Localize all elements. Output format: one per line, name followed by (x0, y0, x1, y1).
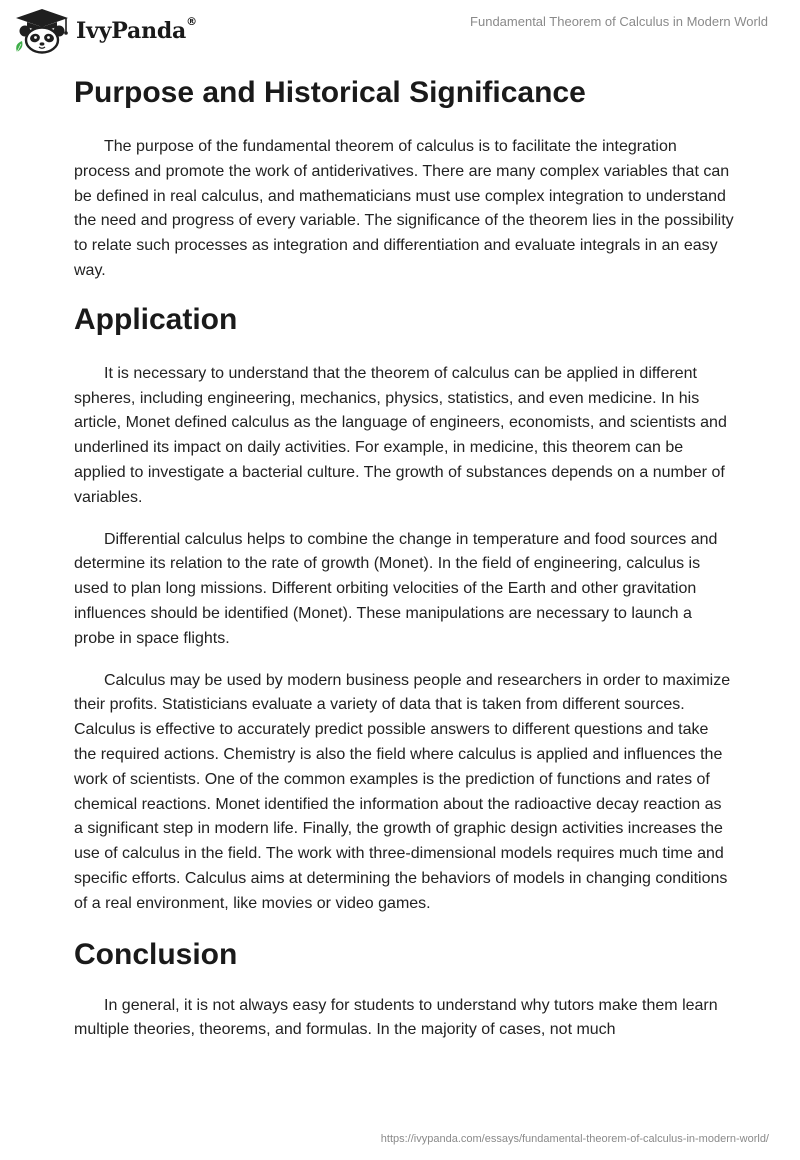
paragraph: In general, it is not always easy for students to understand why tutors make them learn multiple theories, theorems, and formulas. In the majority of cases, not much (74, 996, 718, 1039)
section-heading-conclusion: Conclusion (74, 937, 238, 971)
essay-content (74, 70, 734, 1043)
document-title: Fundamental Theorem of Calculus in Modern World (470, 14, 768, 29)
paragraph: Differential calculus helps to combine the change in temperature and food sources and determine its relation to the rate of growth (Monet). In the field of engineering, calculus is used to plan long missions. Different orbiting velocities of the Earth and other gravitation influences should be identified (Monet). These manipulations are necessary to launch a probe in space flights. (74, 530, 718, 647)
registered-mark: ® (186, 15, 197, 28)
logo-text: IvyPanda® (76, 15, 197, 44)
section-heading-application: Application (74, 302, 238, 336)
logo[interactable] (12, 8, 197, 54)
page-header (0, 0, 800, 62)
section-heading-purpose: Purpose and Historical Significance (74, 76, 586, 109)
panda-graduate-icon (12, 8, 72, 54)
paragraph: It is necessary to understand that the theorem of calculus can be applied in different spheres, including engineering, mechanics, physics, statistics, and even medicine. In his article, Monet defined calculus as the language of engineers, economists, and scientists and underlined its impact on daily activities. For example, in medicine, this theorem can be applied to investigate a bacterial culture. The growth of substances depends on a number of variables. (74, 364, 727, 506)
paragraph: The purpose of the fundamental theorem of calculus is to facilitate the integration process and promote the work of antiderivatives. There are many complex variables that can be defined in real calculus, and mathematicians must use complex integration to understand the need and progress of every variable. The significance of the theorem lies in the possibility to relate such processes as integration and differentiation and evaluate integrals in an easy way. (74, 138, 734, 279)
source-url-link[interactable]: https://ivypanda.com/essays/fundamental-theorem-of-calculus-in-modern-world/ (380, 1133, 769, 1145)
paragraph: Calculus may be used by modern business people and researchers in order to maximize their profits. Statisticians evaluate a variety of data that is taken from different sources. Calculus is effective to accurately predict possible answers to different questions and take the required actions. Chemistry is also the field where calculus is applied and influences the work of scientists. One of the common examples is the prediction of functions and rates of chemical reactions. Monet identified the information about the radioactive decay reaction as a significant step in modern life. Finally, the growth of graphic design activities increases the use of calculus in the field. The work with three-dimensional models requires much time and specific efforts. Calculus aims at determining the behaviors of models in changing conditions of a real environment, like movies or video games. (74, 671, 731, 912)
